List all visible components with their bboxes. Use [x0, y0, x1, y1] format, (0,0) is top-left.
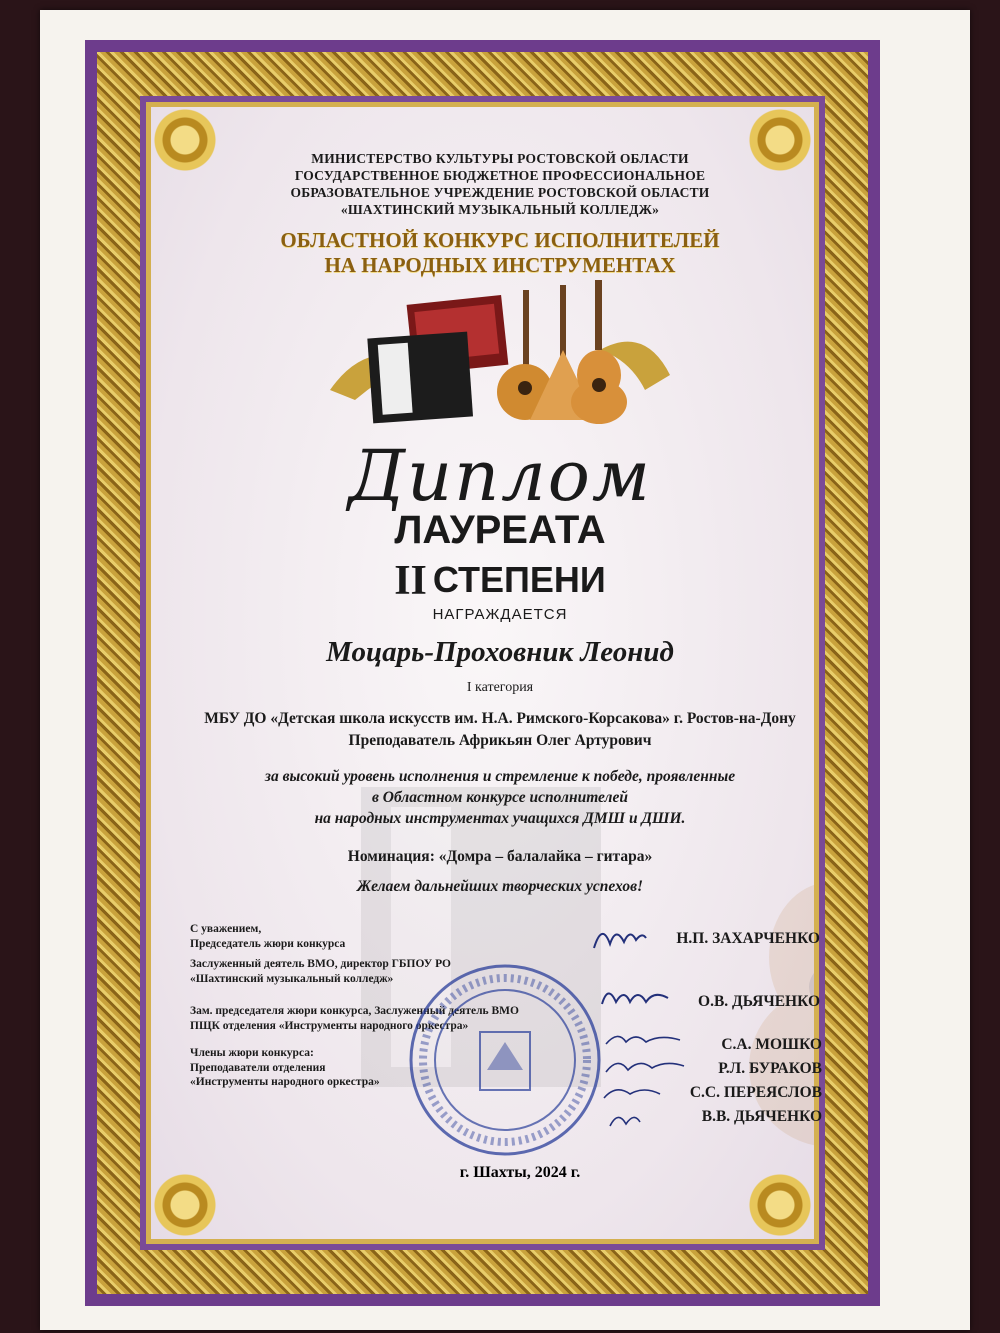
- header-line: МИНИСТЕРСТВО КУЛЬТУРЫ РОСТОВСКОЙ ОБЛАСТИ: [311, 151, 689, 166]
- recipient-category: I категория: [466, 680, 534, 695]
- degree-label: [140, 558, 860, 604]
- corner-ornament: [745, 1170, 815, 1240]
- citation-line: в Областном конкурсе исполнителей: [371, 789, 629, 806]
- diploma-title: Диплом: [348, 435, 652, 517]
- degree-numeral: II: [394, 558, 427, 604]
- ministry-header: [140, 150, 860, 218]
- deputy-role: Зам. председателя жюри конкурса, Заслуженный деятель ВМО: [190, 1005, 519, 1017]
- chair-role: Председатель жюри конкурса: [190, 937, 346, 950]
- contest-title: [140, 228, 860, 278]
- nomination: Номинация: «Домра – балалайка – гитара»: [347, 848, 653, 865]
- members-role: «Инструменты народного оркестра»: [190, 1076, 380, 1088]
- chair-role: Заслуженный деятель ВМО, директор ГБПОУ РО: [190, 958, 451, 970]
- awarded-label: НАГРАЖДАЕТСЯ: [432, 606, 568, 623]
- recipient-school: МБУ ДО «Детская школа искусств им. Н.А. Римского-Корсакова» г. Ростов-на-Дону: [204, 710, 796, 727]
- chair-name: Н.П. ЗАХАРЧЕНКО: [676, 930, 820, 947]
- chair-role: «Шахтинский музыкальный колледж»: [190, 972, 394, 985]
- recipient-teacher: Преподаватель Африкьян Олег Артурович: [348, 732, 652, 749]
- member-name: С.А. МОШКО: [721, 1036, 822, 1053]
- official-stamp: [405, 960, 605, 1160]
- member-name: Р.Л. БУРАКОВ: [718, 1060, 822, 1077]
- header-line: ОБРАЗОВАТЕЛЬНОЕ УЧРЕЖДЕНИЕ РОСТОВСКОЙ ОБЛАСТИ: [290, 185, 710, 200]
- respect-line: С уважением,: [190, 923, 262, 935]
- contest-title-line: ОБЛАСТНОЙ КОНКУРС ИСПОЛНИТЕЛЕЙ: [280, 228, 720, 252]
- members-role: Преподаватели отделения: [190, 1061, 326, 1074]
- deputy-role: ПЩК отделения «Инструменты народного оркестра»: [190, 1019, 469, 1032]
- citation-line: за высокий уровень исполнения и стремление к победе, проявленные: [264, 768, 736, 785]
- place-and-year: г. Шахты, 2024 г.: [459, 1164, 581, 1181]
- laureate-label: ЛАУРЕАТА: [394, 508, 606, 552]
- signature-mark: [590, 918, 650, 960]
- degree-word: СТЕПЕНИ: [432, 559, 606, 600]
- member-name: В.В. ДЬЯЧЕНКО: [701, 1108, 822, 1125]
- recipient-name: Моцарь-Проховник Леонид: [326, 636, 674, 668]
- folk-instruments-illustration: [325, 280, 675, 430]
- corner-ornament: [150, 1170, 220, 1240]
- header-line: «ШАХТИНСКИЙ МУЗЫКАЛЬНЫЙ КОЛЛЕДЖ»: [340, 202, 660, 217]
- contest-title-line: НА НАРОДНЫХ ИНСТРУМЕНТАХ: [324, 253, 676, 277]
- deputy-name: О.В. ДЬЯЧЕНКО: [698, 993, 820, 1010]
- citation-line: на народных инструментах учащихся ДМШ и ДШИ.: [314, 810, 686, 827]
- wish-text: Желаем дальнейших творческих успехов!: [356, 878, 644, 895]
- header-line: ГОСУДАРСТВЕННОЕ БЮДЖЕТНОЕ ПРОФЕССИОНАЛЬНОЕ: [294, 168, 706, 183]
- citation-text: [140, 766, 860, 829]
- members-role: Члены жюри конкурса:: [190, 1047, 314, 1059]
- member-name: С.С. ПЕРЕЯСЛОВ: [689, 1084, 822, 1101]
